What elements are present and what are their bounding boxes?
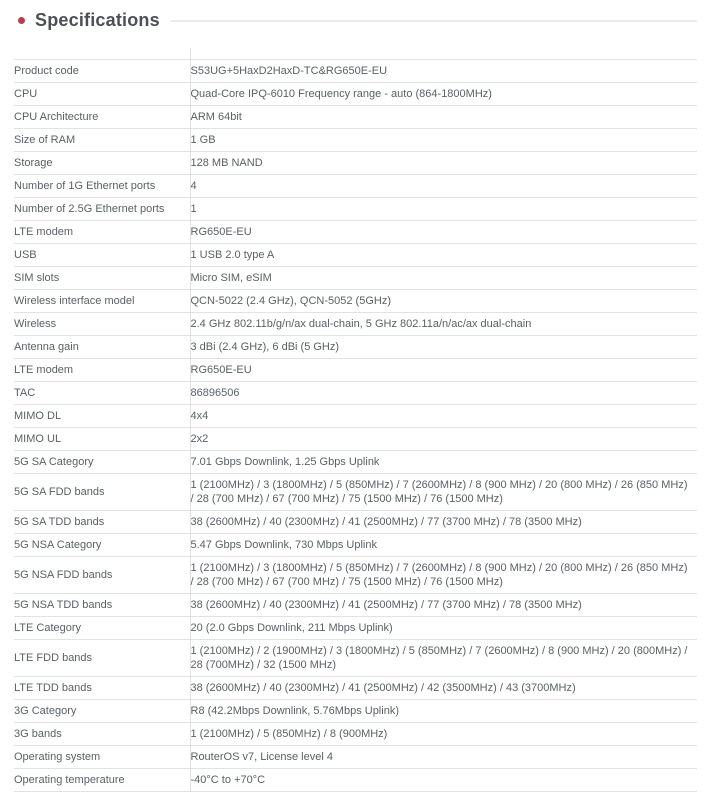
spec-value: S53UG+5HaxD2HaxD-TC&RG650E-EU (190, 60, 697, 83)
spec-value: 38 (2600MHz) / 40 (2300MHz) / 41 (2500MHz) / 77 (3700 MHz) / 78 (3500 MHz) (190, 594, 697, 617)
spec-value: 1 (2100MHz) / 2 (1900MHz) / 3 (1800MHz) / 5 (850MHz) / 7 (2600MHz) / 8 (900 MHz) / 20 (800MHz) / 28 (700MHz) / 32 (1500 MHz) (190, 640, 697, 677)
spec-value: 1 (2100MHz) / 5 (850MHz) / 8 (900MHz) (190, 723, 697, 746)
table-row (14, 640, 697, 677)
spec-value: 1 GB (190, 129, 697, 152)
spec-label: TAC (14, 382, 190, 405)
spec-label: CPU Architecture (14, 106, 190, 129)
spec-label: 3G Category (14, 700, 190, 723)
spec-label: Number of 2.5G Ethernet ports (14, 198, 190, 221)
spec-label: CPU (14, 83, 190, 106)
table-row (14, 382, 697, 405)
spec-label: MIMO DL (14, 405, 190, 428)
spec-value: 1 (2100MHz) / 3 (1800MHz) / 5 (850MHz) / 7 (2600MHz) / 8 (900 MHz) / 20 (800 MHz) / 26 (850 MHz) / 28 (700 MHz) / 67 (700 MHz) / 75 (1500 MHz) / 76 (1500 MHz) (190, 557, 697, 594)
spec-label: MIMO UL (14, 428, 190, 451)
spec-value: RouterOS v7, License level 4 (190, 746, 697, 769)
spec-label: Wireless interface model (14, 290, 190, 313)
spec-label: 5G NSA Category (14, 534, 190, 557)
spec-label: 5G SA FDD bands (14, 474, 190, 511)
spec-value: 4x4 (190, 405, 697, 428)
table-row (14, 700, 697, 723)
table-row (14, 405, 697, 428)
table-row (14, 359, 697, 382)
spec-label: 5G SA TDD bands (14, 511, 190, 534)
spec-value: 38 (2600MHz) / 40 (2300MHz) / 41 (2500MHz) / 42 (3500MHz) / 43 (3700MHz) (190, 677, 697, 700)
spec-label: Wireless (14, 313, 190, 336)
spec-label: 5G SA Category (14, 451, 190, 474)
spec-value: RG650E-EU (190, 221, 697, 244)
spec-value: Micro SIM, eSIM (190, 267, 697, 290)
spec-label: SIM slots (14, 267, 190, 290)
spec-value: -40°C to +70°C (190, 769, 697, 792)
spec-value: 38 (2600MHz) / 40 (2300MHz) / 41 (2500MHz) / 77 (3700 MHz) / 78 (3500 MHz) (190, 511, 697, 534)
table-row (14, 451, 697, 474)
table-row (14, 677, 697, 700)
table-row (14, 152, 697, 175)
table-row (14, 769, 697, 792)
table-row (14, 511, 697, 534)
table-row (14, 313, 697, 336)
red-dot-bullet-icon (18, 17, 25, 24)
spec-value: Quad-Core IPQ-6010 Frequency range - auto (864-1800MHz) (190, 83, 697, 106)
table-row (14, 617, 697, 640)
table-row (14, 290, 697, 313)
spec-table (14, 59, 697, 792)
table-row (14, 106, 697, 129)
spec-label: 5G NSA TDD bands (14, 594, 190, 617)
spec-label: Product code (14, 60, 190, 83)
spec-value: 1 (2100MHz) / 3 (1800MHz) / 5 (850MHz) / 7 (2600MHz) / 8 (900 MHz) / 20 (800 MHz) / 26 (850 MHz) / 28 (700 MHz) / 67 (700 MHz) / 75 (1500 MHz) / 76 (1500 MHz) (190, 474, 697, 511)
spec-value: QCN-5022 (2.4 GHz), QCN-5052 (5GHz) (190, 290, 697, 313)
spec-value: RG650E-EU (190, 359, 697, 382)
table-row (14, 175, 697, 198)
table-row (14, 557, 697, 594)
spec-label: 5G NSA FDD bands (14, 557, 190, 594)
table-row (14, 534, 697, 557)
table-row (14, 723, 697, 746)
header-rule-divider (170, 20, 697, 22)
spec-label: Operating system (14, 746, 190, 769)
spec-value: ARM 64bit (190, 106, 697, 129)
table-row (14, 474, 697, 511)
spec-label: LTE Category (14, 617, 190, 640)
spec-label: Operating temperature (14, 769, 190, 792)
spec-label: LTE TDD bands (14, 677, 190, 700)
spec-value: R8 (42.2Mbps Downlink, 5.76Mbps Uplink) (190, 700, 697, 723)
spec-label: LTE FDD bands (14, 640, 190, 677)
table-row (14, 129, 697, 152)
table-row (14, 83, 697, 106)
spec-value: 20 (2.0 Gbps Downlink, 211 Mbps Uplink) (190, 617, 697, 640)
spec-value: 1 USB 2.0 type A (190, 244, 697, 267)
spec-label: 3G bands (14, 723, 190, 746)
table-row (14, 594, 697, 617)
spec-label: Antenna gain (14, 336, 190, 359)
spec-label: Size of RAM (14, 129, 190, 152)
spec-table-wrap (14, 59, 697, 792)
table-row (14, 221, 697, 244)
page-title: Specifications (35, 9, 160, 30)
table-row (14, 244, 697, 267)
spec-value: 3 dBi (2.4 GHz), 6 dBi (5 GHz) (190, 336, 697, 359)
spec-label: Number of 1G Ethernet ports (14, 175, 190, 198)
spec-table-body (14, 60, 697, 792)
spec-value: 2x2 (190, 428, 697, 451)
spec-label: LTE modem (14, 359, 190, 382)
spec-value: 128 MB NAND (190, 152, 697, 175)
spec-value: 86896506 (190, 382, 697, 405)
table-row (14, 336, 697, 359)
spec-value: 7.01 Gbps Downlink, 1.25 Gbps Uplink (190, 451, 697, 474)
table-row (14, 198, 697, 221)
table-row (14, 746, 697, 769)
spec-value: 1 (190, 198, 697, 221)
spec-value: 5.47 Gbps Downlink, 730 Mbps Uplink (190, 534, 697, 557)
section-header (14, 8, 697, 32)
table-row (14, 428, 697, 451)
spec-label: Storage (14, 152, 190, 175)
spec-label: LTE modem (14, 221, 190, 244)
table-row (14, 60, 697, 83)
table-row (14, 267, 697, 290)
spec-value: 2.4 GHz 802.11b/g/n/ax dual-chain, 5 GHz 802.11a/n/ac/ax dual-chain (190, 313, 697, 336)
spec-value: 4 (190, 175, 697, 198)
spec-label: USB (14, 244, 190, 267)
